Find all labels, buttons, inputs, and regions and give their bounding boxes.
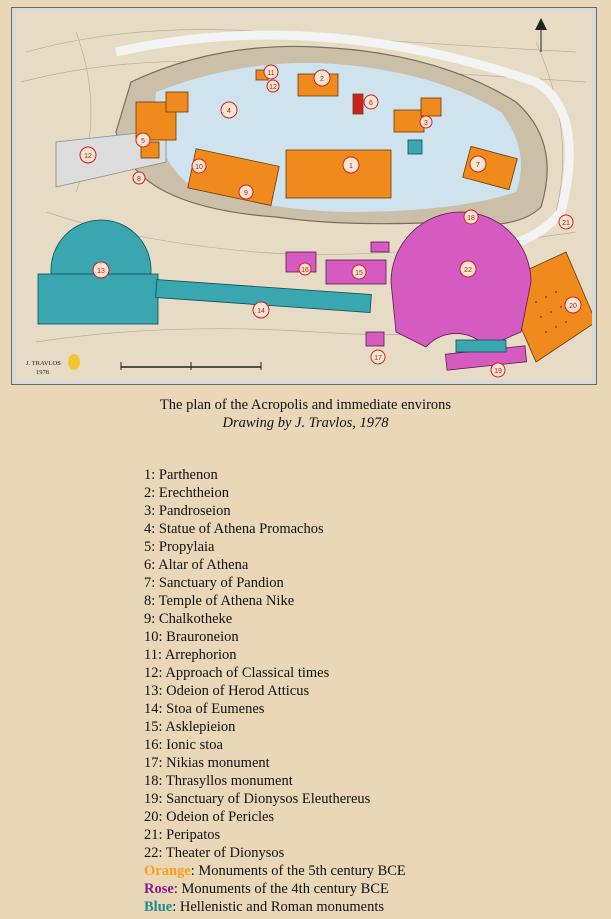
signature-name: J. TRAVLOS bbox=[26, 360, 61, 367]
marker-9: 9 bbox=[244, 190, 248, 197]
marker-7: 7 bbox=[476, 162, 480, 169]
marker-21: 21 bbox=[562, 220, 570, 227]
marker-18: 18 bbox=[467, 215, 475, 222]
acropolis-plan-map bbox=[12, 8, 596, 384]
marker-13: 13 bbox=[97, 268, 105, 275]
legend-item: 21: Peripatos bbox=[144, 827, 221, 843]
marker-12: 12 bbox=[84, 153, 92, 160]
caption-title: The plan of the Acropolis and immediate environs bbox=[159, 397, 452, 413]
legend-item: 13: Odeion of Herod Atticus bbox=[144, 683, 310, 699]
legend-item: 17: Nikias monument bbox=[144, 755, 270, 771]
marker-22: 22 bbox=[464, 267, 472, 274]
odeion-stage-plan bbox=[38, 274, 158, 324]
caption-credit: Drawing by J. Travlos, 1978 bbox=[222, 415, 389, 431]
legend-item: 14: Stoa of Eumenes bbox=[144, 701, 265, 717]
color-key-rose bbox=[144, 880, 406, 898]
marker-3: 3 bbox=[424, 120, 428, 127]
color-key-label: Blue bbox=[144, 899, 173, 915]
marker-2: 2 bbox=[320, 76, 324, 83]
map-caption bbox=[0, 396, 611, 432]
theater-of-dionysos-plan bbox=[391, 212, 531, 347]
color-key-text: : Hellenistic and Roman monuments bbox=[172, 899, 385, 915]
legend-item: 12: Approach of Classical times bbox=[144, 665, 330, 681]
marker-10: 10 bbox=[195, 164, 203, 171]
marker-5: 5 bbox=[141, 138, 145, 145]
marker-14: 14 bbox=[257, 308, 265, 315]
legend-item: 22: Theater of Dionysos bbox=[144, 845, 285, 861]
marker-15: 15 bbox=[355, 270, 363, 277]
marker-8: 8 bbox=[137, 176, 141, 183]
marker-4: 4 bbox=[227, 108, 231, 115]
marker-12b: 12 bbox=[269, 84, 277, 91]
legend-item: 7: Sanctuary of Pandion bbox=[144, 575, 284, 591]
color-key-label: Orange bbox=[144, 863, 191, 879]
color-key-orange bbox=[144, 862, 406, 880]
marker-19: 19 bbox=[494, 368, 502, 375]
legend-item: 18: Thrasyllos monument bbox=[144, 773, 293, 789]
color-key-blue bbox=[144, 898, 406, 916]
legend-item: 3: Pandroseion bbox=[144, 503, 231, 519]
monument-legend bbox=[144, 466, 406, 916]
legend-item: 19: Sanctuary of Dionysos Eleuthereus bbox=[144, 791, 371, 807]
legend-item: 9: Chalkotheke bbox=[144, 611, 233, 627]
legend-item: 11: Arrephorion bbox=[144, 647, 237, 663]
plan-drawing bbox=[16, 12, 592, 380]
marker-20: 20 bbox=[569, 303, 577, 310]
signature-year: 1978 bbox=[36, 369, 49, 376]
color-key-text: : Monuments of the 4th century BCE bbox=[173, 881, 389, 897]
color-key-text: : Monuments of the 5th century BCE bbox=[190, 863, 406, 879]
marker-1: 1 bbox=[349, 163, 353, 170]
legend-item: 8: Temple of Athena Nike bbox=[144, 593, 295, 609]
legend-item: 10: Brauroneion bbox=[144, 629, 239, 645]
marker-11: 11 bbox=[267, 70, 275, 77]
legend-item: 6: Altar of Athena bbox=[144, 557, 249, 573]
legend-item: 20: Odeion of Pericles bbox=[144, 809, 275, 825]
legend-item: 2: Erechtheion bbox=[144, 485, 229, 501]
legend-item: 15: Asklepieion bbox=[144, 719, 236, 735]
yellow-marker bbox=[68, 354, 80, 370]
marker-17: 17 bbox=[374, 355, 382, 362]
legend-item: 1: Parthenon bbox=[144, 467, 218, 483]
marker-16: 16 bbox=[301, 267, 309, 274]
parthenon-plan bbox=[286, 150, 391, 198]
legend-item: 5: Propylaia bbox=[144, 539, 215, 555]
color-key-label: Rose bbox=[144, 881, 174, 897]
legend-item: 16: Ionic stoa bbox=[144, 737, 223, 753]
marker-6: 6 bbox=[369, 100, 373, 107]
legend-item: 4: Statue of Athena Promachos bbox=[144, 521, 324, 537]
